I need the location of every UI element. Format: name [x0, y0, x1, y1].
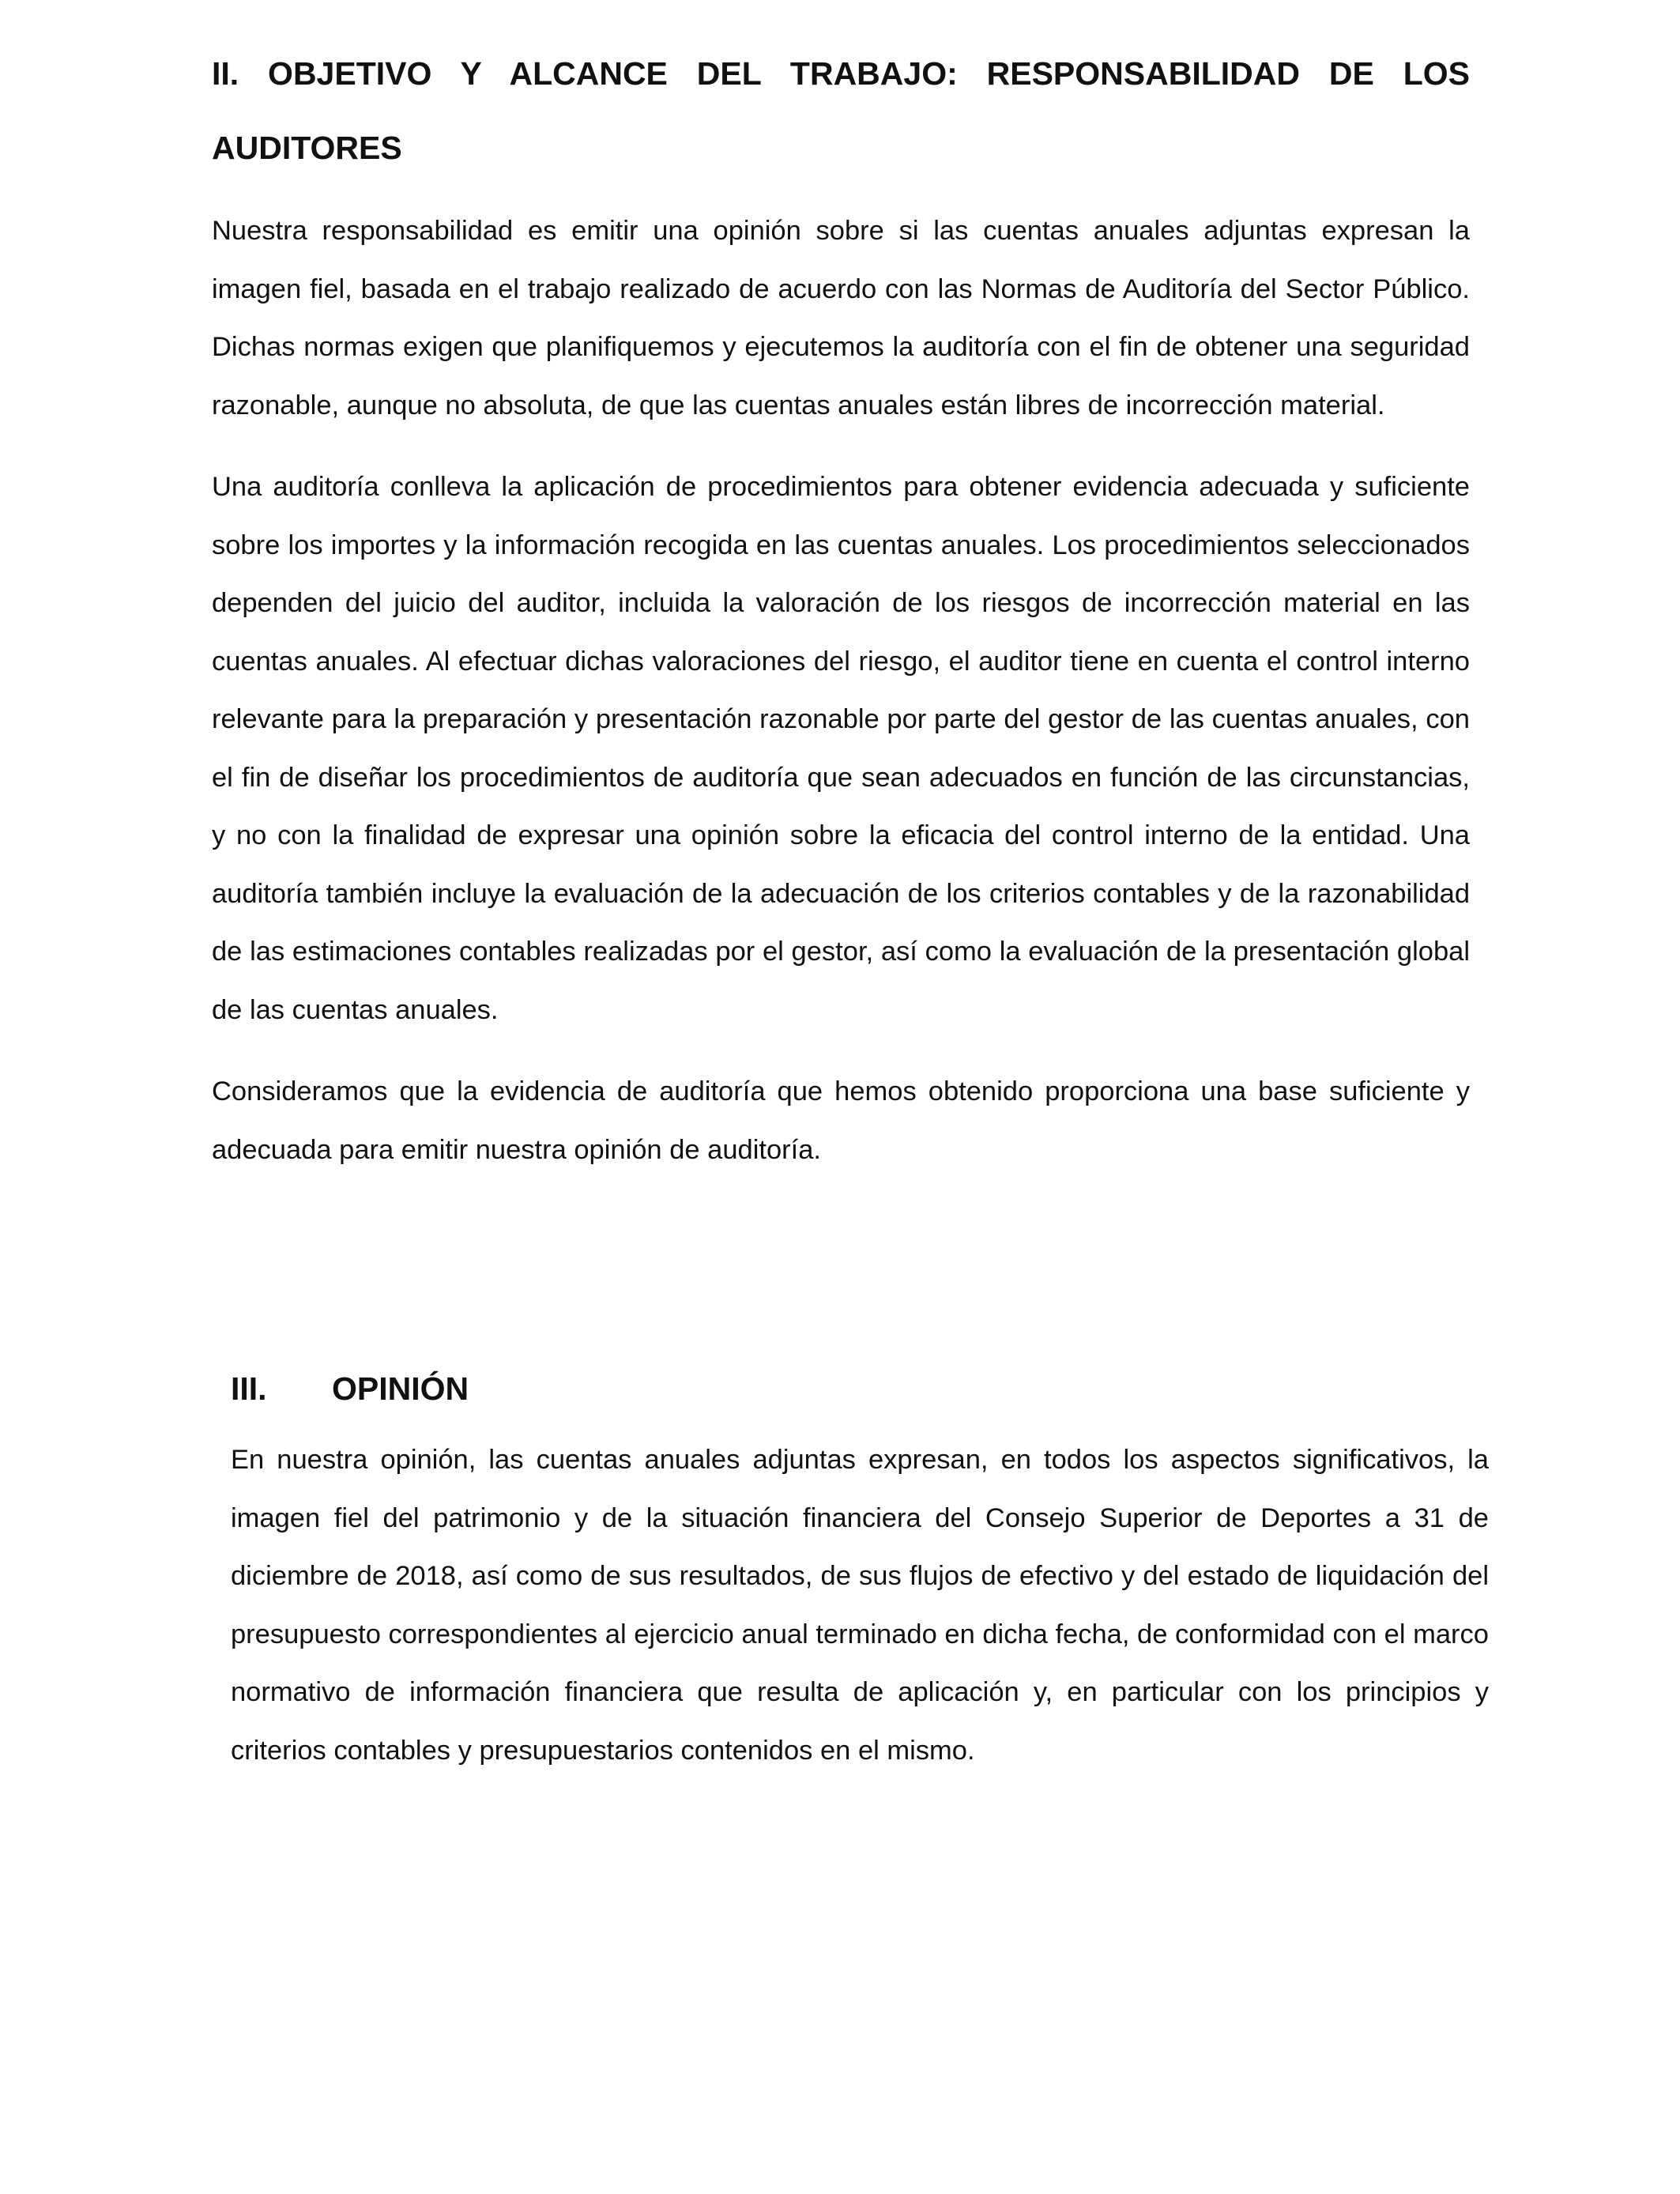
section-3-paragraph: En nuestra opinión, las cuentas anuales adjuntas expresan, en todos los aspectos significativos, la imagen fiel del patrimonio y de la situación financiera del Consejo Superior de Deportes a 31 de diciembre de 2018, así como de sus resultados, de sus flujos de efectivo y del estado de liquidación del presupuesto correspondientes al ejercicio anual terminado en dicha fecha, de conformidad con el marco normativo de información financiera que resulta de aplicación y, en particular con los principios y criterios contables y presupuestarios contenidos en el mismo. [231, 1445, 1489, 1766]
section-3-heading [231, 1363, 1489, 1414]
section-2-heading: II. OBJETIVO Y ALCANCE DEL TRABAJO: RESPONSABILIDAD DE LOS AUDITORES [212, 55, 1470, 166]
section-opinion [231, 1363, 1489, 1780]
section-2-paragraph-2: Una auditoría conlleva la aplicación de procedimientos para obtener evidencia adecuada y suficiente sobre los importes y la información recogida en las cuentas anuales. Los procedimientos seleccionados dependen del juicio del auditor, incluida la valoración de los riesgos de incorrección material en las cuentas anuales. Al efectuar dichas valoraciones del riesgo, el auditor tiene en cuenta el control interno relevante para la preparación y presentación razonable por parte del gestor de las cuentas anuales, con el fin de diseñar los procedimientos de auditoría que sean adecuados en función de las circunstancias, y no con la finalidad de expresar una opinión sobre la eficacia del control interno de la entidad. Una auditoría también incluye la evaluación de la adecuación de los criterios contables y de la razonabilidad de las estimaciones contables realizadas por el gestor, así como la evaluación de la presentación global de las cuentas anuales. [212, 472, 1470, 1025]
section-responsabilidad-auditores [212, 36, 1470, 1179]
section-2-paragraph-1: Nuestra responsabilidad es emitir una opinión sobre si las cuentas anuales adjuntas expresan la imagen fiel, basada en el trabajo realizado de acuerdo con las Normas de Auditoría del Sector Público. Dichas normas exigen que planifiquemos y ejecutemos la auditoría con el fin de obtener una seguridad razonable, aunque no absoluta, de que las cuentas anuales están libres de incorrección material. [212, 216, 1470, 420]
section-2-paragraph-3: Consideramos que la evidencia de auditoría que hemos obtenido proporciona una base suficiente y adecuada para emitir nuestra opinión de auditoría. [212, 1076, 1470, 1165]
section-3-title: OPINIÓN [332, 1370, 469, 1407]
section-3-number: III. [231, 1370, 267, 1407]
